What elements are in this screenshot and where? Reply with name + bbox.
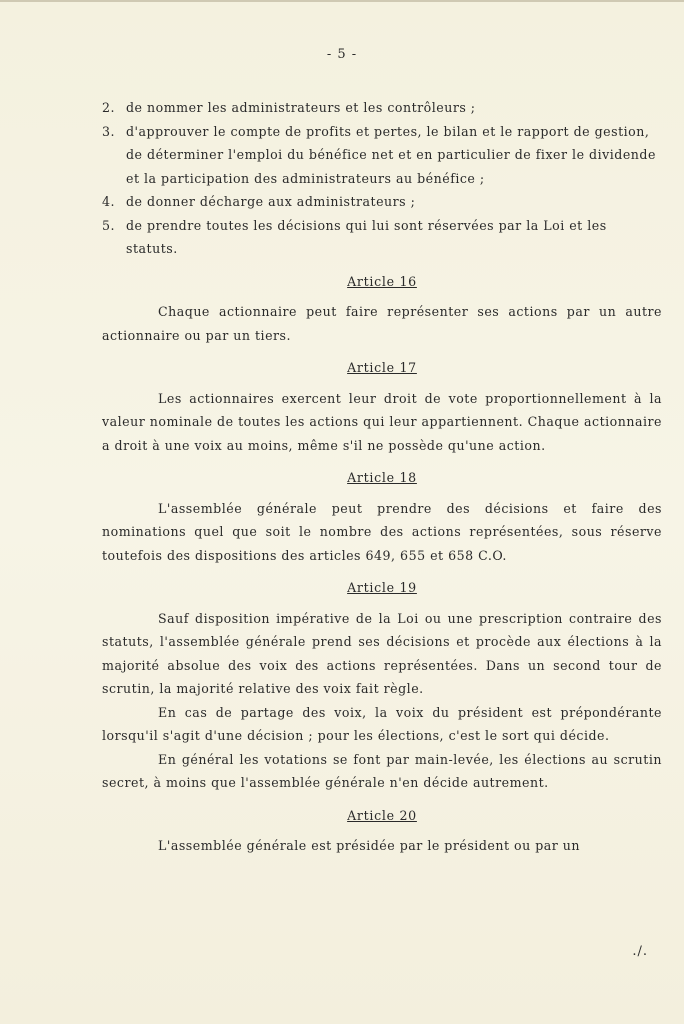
list-item (102, 96, 662, 120)
list-item-text: d'approuver le compte de profits et pertes, le bilan et le rapport de gestion, de déterminer l'emploi du bénéfice net et en particulier de fixer le dividende et la participation des administrateurs au bénéfice ; (126, 123, 656, 186)
list-item (102, 214, 662, 261)
list-item-text: de prendre toutes les décisions qui lui sont réservées par la Loi et les statuts. (126, 217, 607, 256)
article-16-heading: Article 16 (347, 273, 417, 289)
article-18-heading: Article 18 (347, 470, 417, 485)
continuation-mark: ./. (632, 944, 648, 959)
list-item (102, 120, 662, 191)
article-19-paragraph: Sauf disposition impérative de la Loi ou une prescription contraire des statuts, l'assemblée générale prend ses décisions et procède aux élections à la majorité absolue des voix des actions représentées. Dans un second tour de scrutin, la majorité relative des voix fait règle. (102, 610, 662, 696)
list-item-number: 4. (102, 194, 116, 209)
document-body (102, 96, 662, 858)
list-item-text: de nommer les administrateurs et les contrôleurs ; (126, 100, 476, 115)
list-item (102, 190, 662, 214)
article-19-heading: Article 19 (347, 580, 417, 595)
list-item-text: de donner décharge aux administrateurs ; (126, 194, 416, 209)
article-16-paragraph: Chaque actionnaire peut faire représenter ses actions par un autre actionnaire ou par un tiers. (102, 304, 662, 343)
article-19-paragraph: En cas de partage des voix, la voix du président est prépondérante lorsqu'il s'agit d'une décision ; pour les élections, c'est le sort qui décide. (102, 704, 662, 743)
page-number: - 5 - (326, 47, 358, 62)
article-17-paragraph: Les actionnaires exercent leur droit de vote proportionnellement à la valeur nominale de toutes les actions qui leur appartiennent. Chaque actionnaire a droit à une voix au moins, même s'il ne possède qu'une action. (102, 390, 662, 453)
list-item-number: 2. (102, 100, 116, 115)
article-20-paragraph: L'assemblée générale est présidée par le président ou par un (158, 838, 581, 853)
list-item-number: 5. (102, 217, 116, 233)
article-19-paragraph: En général les votations se font par main-levée, les élections au scrutin secret, à moins que l'assemblée générale n'en décide autrement. (102, 751, 662, 790)
list-item-number: 3. (102, 123, 116, 139)
article-17-heading: Article 17 (347, 360, 417, 375)
article-20-heading: Article 20 (347, 807, 417, 823)
article-18-paragraph: L'assemblée générale peut prendre des décisions et faire des nominations quel que soit le nombre des actions représentées, sous réserve toutefois des dispositions des articles 649, 655 et 658 C.O. (102, 500, 662, 563)
